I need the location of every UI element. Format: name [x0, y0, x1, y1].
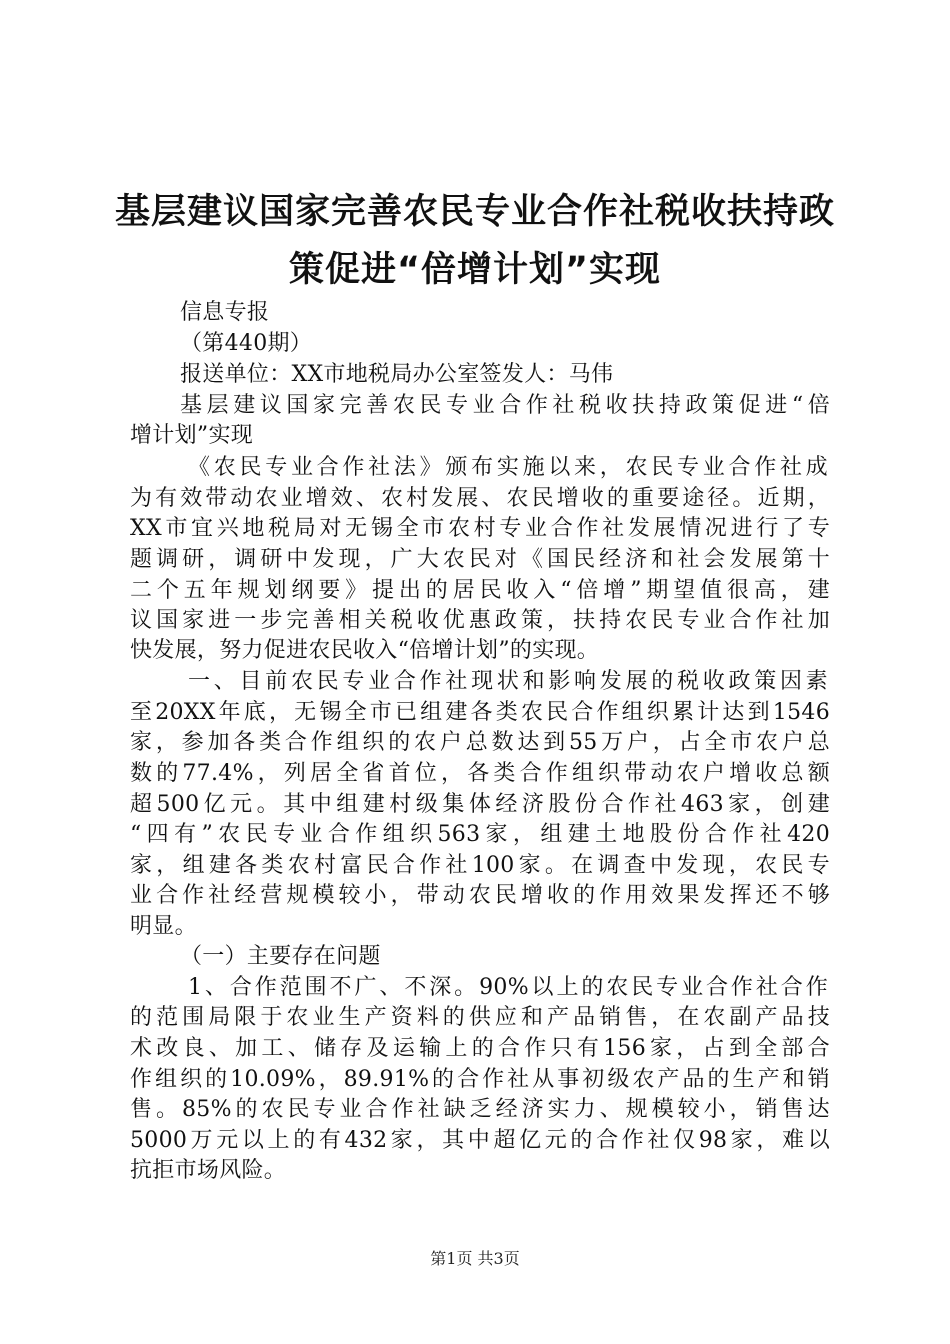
subtitle-line: 基层建议国家完善农民专业合作社税收扶持政策促进“倍 — [180, 393, 830, 418]
section-heading: 一、目前农民专业合作社现状和影响发展的税收政策因素 — [188, 669, 828, 694]
paragraph-line: 家，参加各类合作组织的农户总数达到55万户，占全市农户总 — [130, 730, 830, 755]
document-title-line-1: 基层建议国家完善农民专业合作社税收扶持政 — [114, 192, 835, 232]
paragraph-line: 二个五年规划纲要》提出的居民收入“倍增”期望值很高，建 — [130, 578, 830, 603]
paragraph-line: 家，组建各类农村富民合作社100家。在调查中发现，农民专 — [130, 853, 830, 878]
paragraph-line: 1、合作范围不广、不深。90%以上的农民专业合作社合作 — [188, 975, 828, 1000]
paragraph-line: 为有效带动农业增效、农村发展、农民增收的重要途径。近期， — [130, 486, 830, 511]
paragraph-line: 数的77.4%，列居全省首位，各类合作组织带动农户增收总额 — [130, 761, 830, 786]
subsection-heading: （一）主要存在问题 — [180, 944, 381, 969]
paragraph-line: 题调研，调研中发现，广大农民对《国民经济和社会发展第十 — [130, 547, 830, 572]
paragraph-line: 术改良、加工、储存及运输上的合作只有156家，占到全部合 — [130, 1036, 830, 1061]
paragraph-line: 超500亿元。其中组建村级集体经济股份合作社463家，创建 — [130, 792, 830, 817]
paragraph-line: 业合作社经营规模较小，带动农民增收的作用效果发挥还不够 — [130, 883, 830, 908]
paragraph-line: 明显。 — [130, 914, 197, 939]
paragraph-line: “四有”农民专业合作组织563家，组建土地股份合作社420 — [130, 822, 830, 847]
paragraph-line: 《农民专业合作社法》颁布实施以来，农民专业合作社成 — [188, 455, 828, 480]
paragraph-line: 至20XX年底，无锡全市已组建各类农民合作组织累计达到1546 — [130, 700, 830, 725]
paragraph-line: XX市宜兴地税局对无锡全市农村专业合作社发展情况进行了专 — [130, 516, 830, 541]
paragraph-line: 售。85%的农民专业合作社缺乏经济实力、规模较小，销售达 — [130, 1097, 830, 1122]
paragraph-line: 快发展，努力促进农民收入“倍增计划”的实现。 — [130, 638, 600, 663]
paragraph-line: 议国家进一步完善相关税收优惠政策，扶持农民专业合作社加 — [130, 608, 830, 633]
issue-number: （第440期） — [180, 331, 313, 356]
document-title-line-2: 策促进“倍增计划”实现 — [288, 250, 661, 290]
paragraph-line: 抗拒市场风险。 — [130, 1158, 287, 1183]
paragraph-line: 作组织的10.09%，89.91%的合作社从事初级农产品的生产和销 — [130, 1067, 830, 1092]
sender-info: 报送单位：XX市地税局办公室签发人：马伟 — [180, 362, 614, 387]
paragraph-line: 的范围局限于农业生产资料的供应和产品销售，在农副产品技 — [130, 1005, 830, 1030]
page-footer: 第1页 共3页 — [430, 1249, 520, 1268]
subtitle-line: 增计划”实现 — [130, 423, 254, 448]
header-label: 信息专报 — [180, 300, 270, 325]
paragraph-line: 5000万元以上的有432家，其中超亿元的合作社仅98家，难以 — [130, 1128, 830, 1153]
